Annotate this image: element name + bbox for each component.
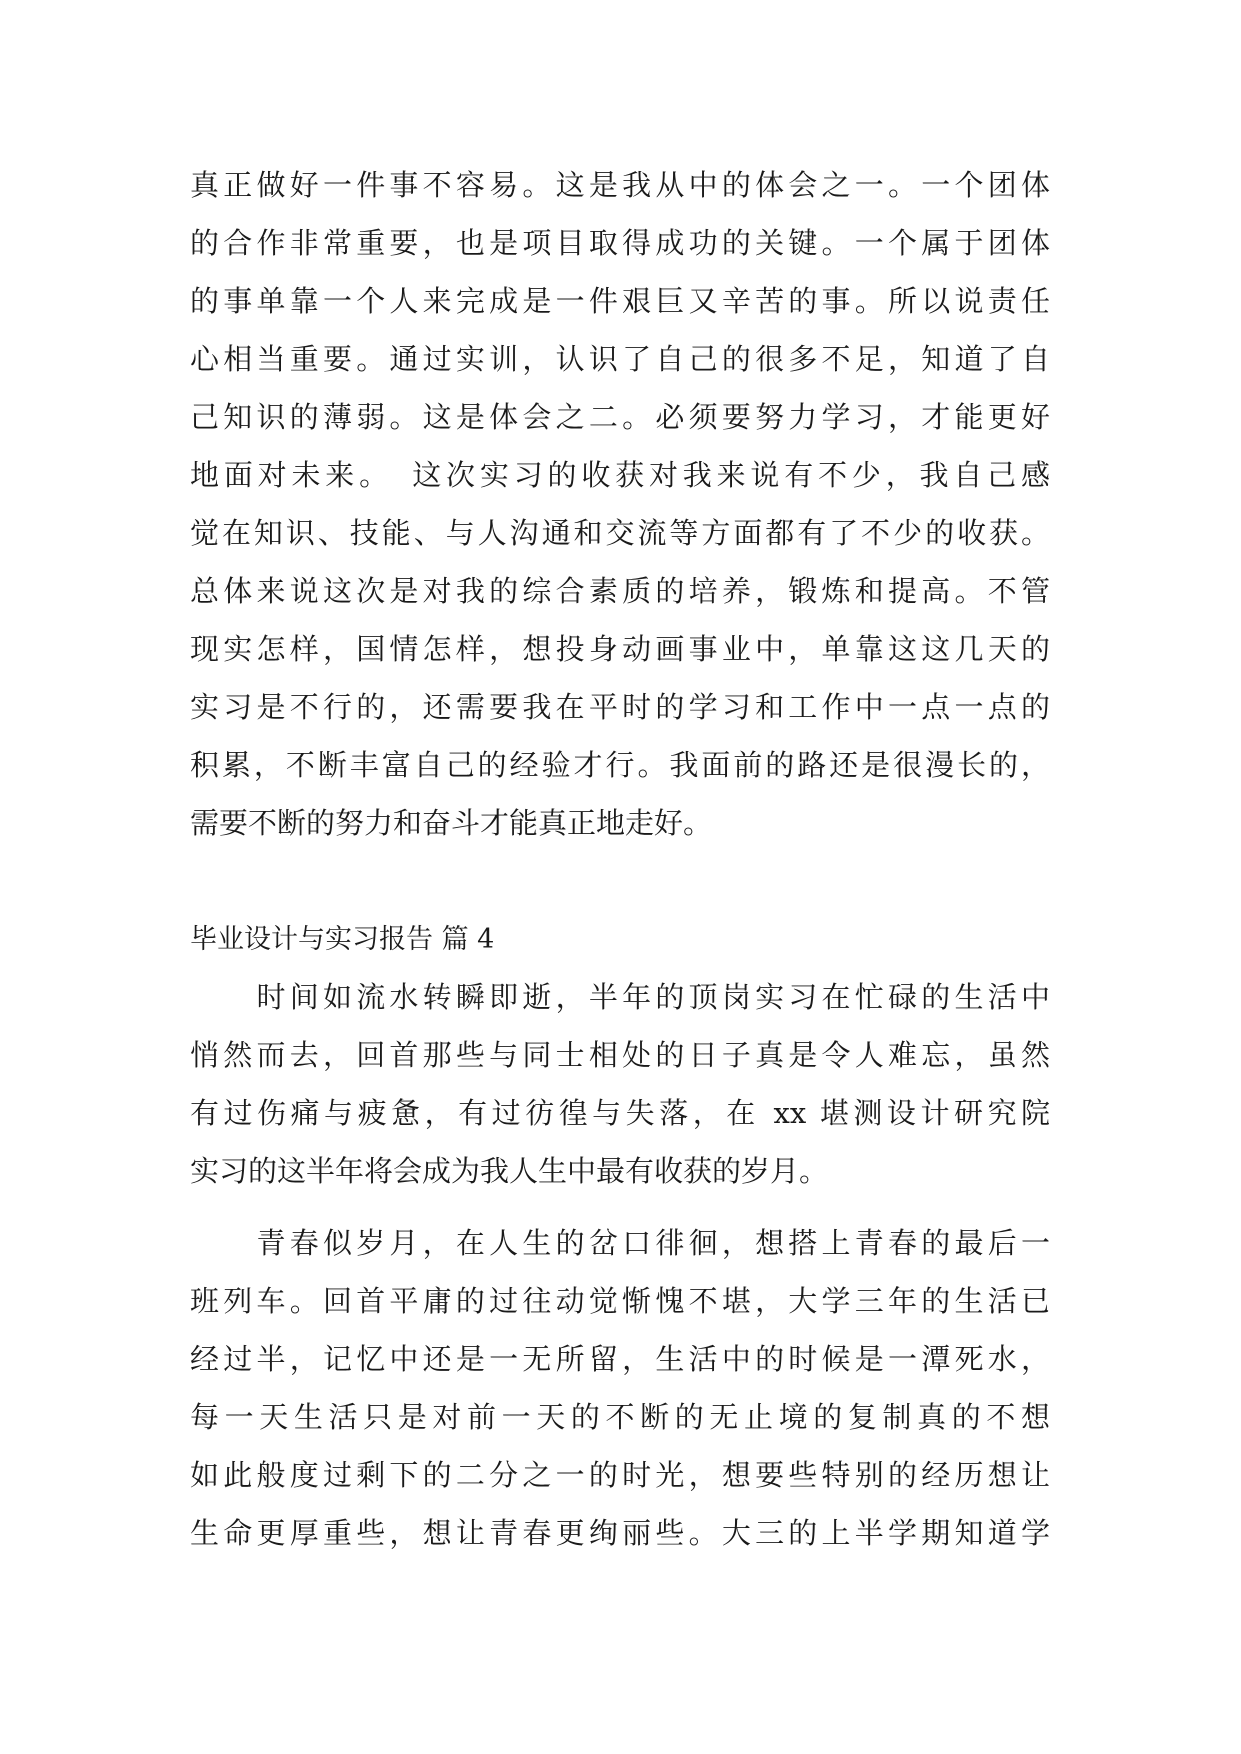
paragraph-line: 真正做好一件事不容易。这是我从中的体会之一。一个团体: [190, 168, 1050, 202]
paragraph-line: 每一天生活只是对前一天的不断的无止境的复制真的不想: [190, 1400, 1050, 1434]
paragraph-line: 的事单靠一个人来完成是一件艰巨又辛苦的事。所以说责任: [190, 284, 1050, 318]
paragraph-line: 总体来说这次是对我的综合素质的培养，锻炼和提高。不管: [190, 574, 1050, 608]
paragraph-line: 实习是不行的，还需要我在平时的学习和工作中一点一点的: [190, 690, 1050, 724]
paragraph-line: 青春似岁月，在人生的岔口徘徊，想搭上青春的最后一: [190, 1226, 1050, 1260]
paragraph-line: 班列车。回首平庸的过往动觉惭愧不堪，大学三年的生活已: [190, 1284, 1050, 1318]
paragraph-line: 积累，不断丰富自己的经验才行。我面前的路还是很漫长的，: [190, 748, 1050, 782]
paragraph-line: 悄然而去，回首那些与同士相处的日子真是令人难忘，虽然: [190, 1038, 1050, 1072]
paragraph-line: 觉在知识、技能、与人沟通和交流等方面都有了不少的收获。: [190, 516, 1050, 550]
paragraph-line: 需要不断的努力和奋斗才能真正地走好。: [190, 806, 713, 840]
paragraph-line: 己知识的薄弱。这是体会之二。必须要努力学习，才能更好: [190, 400, 1050, 434]
paragraph-line: 实习的这半年将会成为我人生中最有收获的岁月。: [190, 1154, 829, 1188]
paragraph-line: 现实怎样，国情怎样，想投身动画事业中，单靠这这几天的: [190, 632, 1050, 666]
paragraph-line: 地面对未来。 这次实习的收获对我来说有不少，我自己感: [190, 458, 1050, 492]
paragraph-line: 时间如流水转瞬即逝，半年的顶岗实习在忙碌的生活中: [190, 980, 1050, 1014]
paragraph-line: 如此般度过剩下的二分之一的时光，想要些特别的经历想让: [190, 1458, 1050, 1492]
paragraph-line: 经过半，记忆中还是一无所留，生活中的时候是一潭死水，: [190, 1342, 1050, 1376]
paragraph-line: 有过伤痛与疲惫，有过彷徨与失落，在 xx 堪测设计研究院: [190, 1096, 1050, 1130]
paragraph-line: 生命更厚重些，想让青春更绚丽些。大三的上半学期知道学: [190, 1516, 1050, 1550]
section-heading: 毕业设计与实习报告 篇 4: [190, 924, 495, 955]
paragraph-line: 心相当重要。通过实训，认识了自己的很多不足，知道了自: [190, 342, 1050, 376]
paragraph-line: 的合作非常重要，也是项目取得成功的关键。一个属于团体: [190, 226, 1050, 260]
